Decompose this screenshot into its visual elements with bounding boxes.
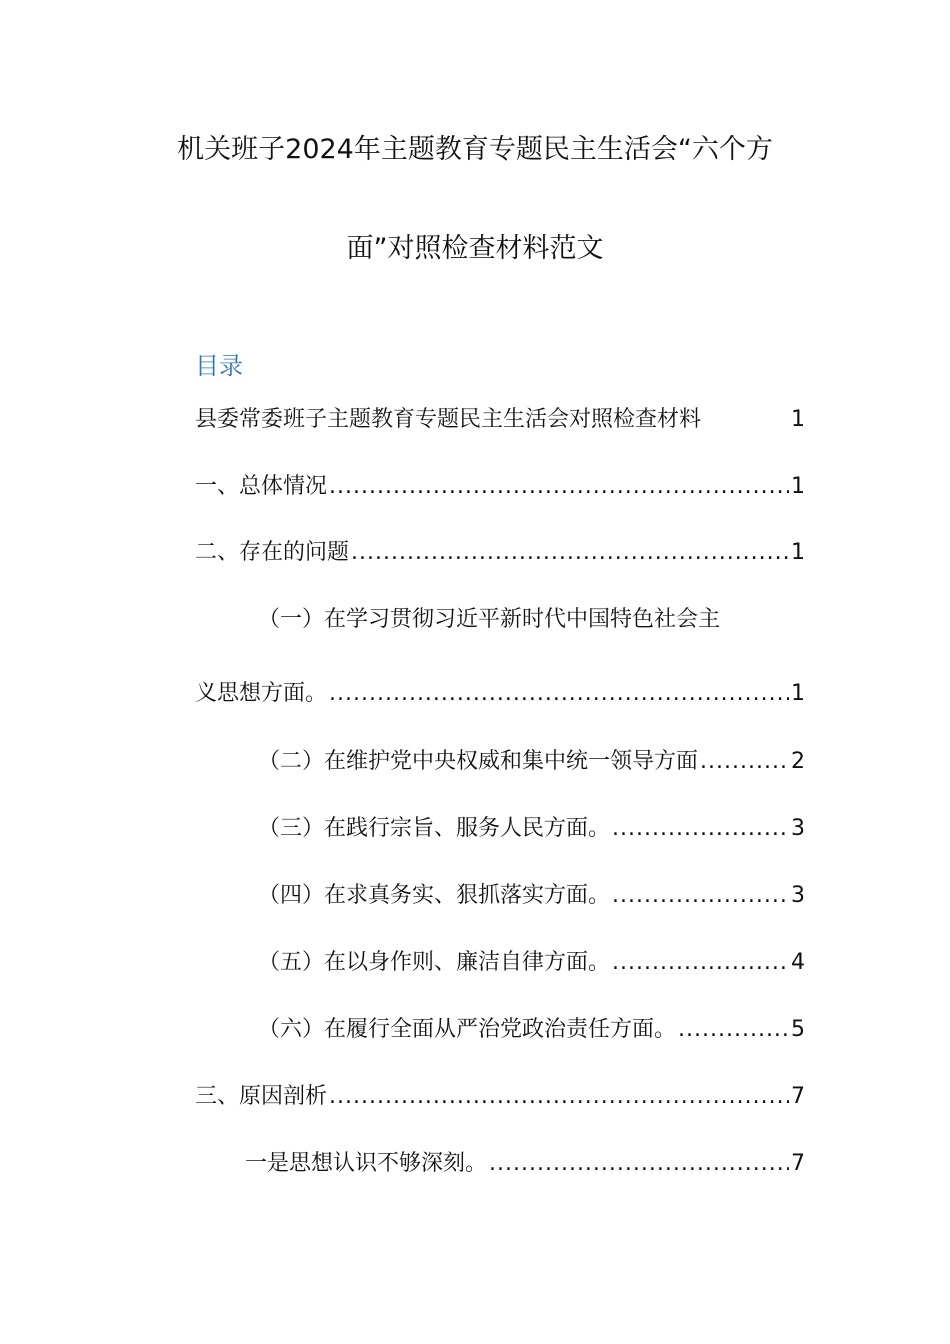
toc-entry-page-number: 1 bbox=[791, 474, 805, 499]
document-title-line-1: 机关班子2024年主题教育专题民主生活会“六个方 bbox=[177, 134, 773, 165]
toc-entry[interactable] bbox=[258, 880, 805, 912]
toc-entry-page-number: 5 bbox=[791, 1017, 805, 1042]
toc-entry[interactable] bbox=[195, 678, 805, 710]
toc-leader-dots bbox=[678, 1014, 789, 1046]
toc-entry-page-number: 3 bbox=[791, 816, 805, 841]
toc-entry-label: 一、总体情况 bbox=[195, 474, 328, 499]
toc-entry-page-number: 7 bbox=[791, 1151, 805, 1176]
toc-entry-label: （二）在维护党中央权威和集中统一领导方面 bbox=[258, 749, 699, 774]
toc-entry[interactable] bbox=[195, 404, 805, 436]
toc-entry-label: 县委常委班子主题教育专题民主生活会对照检查材料 bbox=[195, 407, 702, 432]
toc-entry[interactable] bbox=[258, 1014, 805, 1046]
toc-leader-dots bbox=[329, 678, 789, 710]
toc-entry[interactable] bbox=[258, 746, 805, 778]
toc-entry-label: 二、存在的问题 bbox=[195, 540, 350, 565]
toc-leader-dots bbox=[700, 746, 789, 778]
toc-entry-label: （三）在践行宗旨、服务人民方面。 bbox=[258, 816, 611, 841]
toc-entry[interactable] bbox=[245, 1148, 805, 1180]
toc-entry[interactable] bbox=[195, 537, 805, 569]
toc-heading[interactable]: 目录 bbox=[195, 352, 243, 380]
toc-entry-page-number: 7 bbox=[791, 1084, 805, 1109]
toc-entry-page-number: 4 bbox=[791, 950, 805, 975]
toc-entry-page-number: 3 bbox=[791, 883, 805, 908]
toc-leader-dots bbox=[329, 471, 789, 503]
toc-leader-dots bbox=[489, 1148, 789, 1180]
toc-entry-label: （六）在履行全面从严治党政治责任方面。 bbox=[258, 1017, 677, 1042]
toc-entry[interactable] bbox=[195, 1081, 805, 1113]
toc-leader-dots bbox=[329, 1081, 789, 1113]
toc-entry-page-number: 1 bbox=[791, 540, 805, 565]
toc-entry-label: 一是思想认识不够深刻。 bbox=[245, 1151, 488, 1176]
toc-entry-label: （五）在以身作则、廉洁自律方面。 bbox=[258, 950, 611, 975]
toc-entry-label: 三、原因剖析 bbox=[195, 1084, 328, 1109]
toc-leader-dots bbox=[351, 537, 789, 569]
document-title-line-2: 面”对照检查材料范文 bbox=[346, 233, 604, 264]
toc-leader-dots bbox=[612, 947, 789, 979]
toc-entry[interactable] bbox=[258, 813, 805, 845]
toc-entry-page-number: 1 bbox=[791, 681, 805, 706]
toc-entry-label-line-1[interactable]: （一）在学习贯彻习近平新时代中国特色社会主 bbox=[258, 607, 721, 632]
toc-entry[interactable] bbox=[195, 471, 805, 503]
toc-entry-label-line-2: 义思想方面。 bbox=[195, 681, 328, 706]
toc-entry-page-number: 1 bbox=[791, 407, 805, 432]
toc-entry-label: （四）在求真务实、狠抓落实方面。 bbox=[258, 883, 611, 908]
toc-entry[interactable] bbox=[258, 947, 805, 979]
toc-leader-dots bbox=[612, 813, 789, 845]
toc-leader-dots bbox=[612, 880, 789, 912]
toc-entry-page-number: 2 bbox=[791, 749, 805, 774]
